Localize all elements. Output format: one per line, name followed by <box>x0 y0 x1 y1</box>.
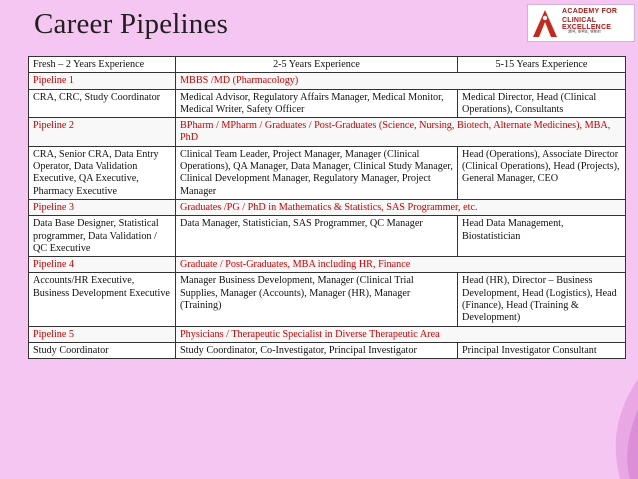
header-cell-2-5-years: 2-5 Years Experience <box>176 57 458 73</box>
role-cell-5-15-years: Medical Director, Head (Clinical Operations), Consultants <box>458 89 626 118</box>
pipeline-label: Pipeline 4 <box>29 257 176 273</box>
role-cell-fresh: Accounts/HR Executive, Business Development Executive <box>29 273 176 326</box>
role-cell-2-5-years: Manager Business Development, Manager (Clinical Trial Supplies, Manager (Accounts), Manager (HR), Manager (Training) <box>176 273 458 326</box>
roles-row <box>29 273 626 326</box>
header-cell-fresh: Fresh – 2 Years Experience <box>29 57 176 73</box>
pipeline-description: Graduates /PG / PhD in Mathematics & Statistics, SAS Programmer, etc. <box>176 199 626 215</box>
roles-row <box>29 216 626 257</box>
header-cell-5-15-years: 5-15 Years Experience <box>458 57 626 73</box>
pipeline-row <box>29 326 626 342</box>
academy-logo <box>527 4 635 42</box>
logo-emblem-icon <box>530 7 560 39</box>
role-cell-5-15-years: Head (Operations), Associate Director (Clinical Operations), Head (Projects), General Manager, CEO <box>458 146 626 199</box>
role-cell-fresh: Study Coordinator <box>29 342 176 358</box>
pipeline-label: Pipeline 2 <box>29 118 176 147</box>
pipeline-description: Graduate / Post-Graduates, MBA including HR, Finance <box>176 257 626 273</box>
role-cell-2-5-years: Medical Advisor, Regulatory Affairs Manager, Medical Monitor, Medical Writer, Safety Officer <box>176 89 458 118</box>
pipeline-label: Pipeline 3 <box>29 199 176 215</box>
logo-line-1: ACADEMY FOR <box>562 8 618 15</box>
roles-row <box>29 89 626 118</box>
career-pipelines-table <box>28 56 626 359</box>
logo-tagline: ज्ञान, कर्मठ, श्रेष्ठता <box>568 30 601 35</box>
roles-row <box>29 146 626 199</box>
pipeline-description: MBBS /MD (Pharmacology) <box>176 73 626 89</box>
pipeline-description: BPharm / MPharm / Graduates / Post-Graduates (Science, Nursing, Biotech, Alternate Medicines), MBA, PhD <box>176 118 626 147</box>
roles-row <box>29 342 626 358</box>
pipeline-description: Physicians / Therapeutic Specialist in Diverse Therapeutic Area <box>176 326 626 342</box>
role-cell-2-5-years: Study Coordinator, Co-Investigator, Principal Investigator <box>176 342 458 358</box>
role-cell-fresh: CRA, CRC, Study Coordinator <box>29 89 176 118</box>
role-cell-fresh: Data Base Designer, Statistical programmer, Data Validation / QC Executive <box>29 216 176 257</box>
pipeline-row <box>29 118 626 147</box>
role-cell-2-5-years: Data Manager, Statistician, SAS Programmer, QC Manager <box>176 216 458 257</box>
role-cell-5-15-years: Principal Investigator Consultant <box>458 342 626 358</box>
role-cell-5-15-years: Head Data Management, Biostatistician <box>458 216 626 257</box>
role-cell-fresh: CRA, Senior CRA, Data Entry Operator, Data Validation Executive, QA Executive, Pharmacy Executive <box>29 146 176 199</box>
pipeline-row <box>29 257 626 273</box>
role-cell-2-5-years: Clinical Team Leader, Project Manager, Manager (Clinical Operations), QA Manager, Data Manager, Clinical Study Manager, Clinical Development Manager, Regulatory Manager, Project Manager <box>176 146 458 199</box>
pipeline-label: Pipeline 5 <box>29 326 176 342</box>
logo-line-2: CLINICAL EXCELLENCE <box>562 17 612 31</box>
pipeline-row <box>29 199 626 215</box>
page-title: Career Pipelines <box>34 8 229 40</box>
pipeline-row <box>29 73 626 89</box>
corner-decoration <box>598 379 638 479</box>
header-row <box>29 57 626 73</box>
pipeline-label: Pipeline 1 <box>29 73 176 89</box>
role-cell-5-15-years: Head (HR), Director – Business Development, Head (Logistics), Head (Finance), Head (Training & Development) <box>458 273 626 326</box>
